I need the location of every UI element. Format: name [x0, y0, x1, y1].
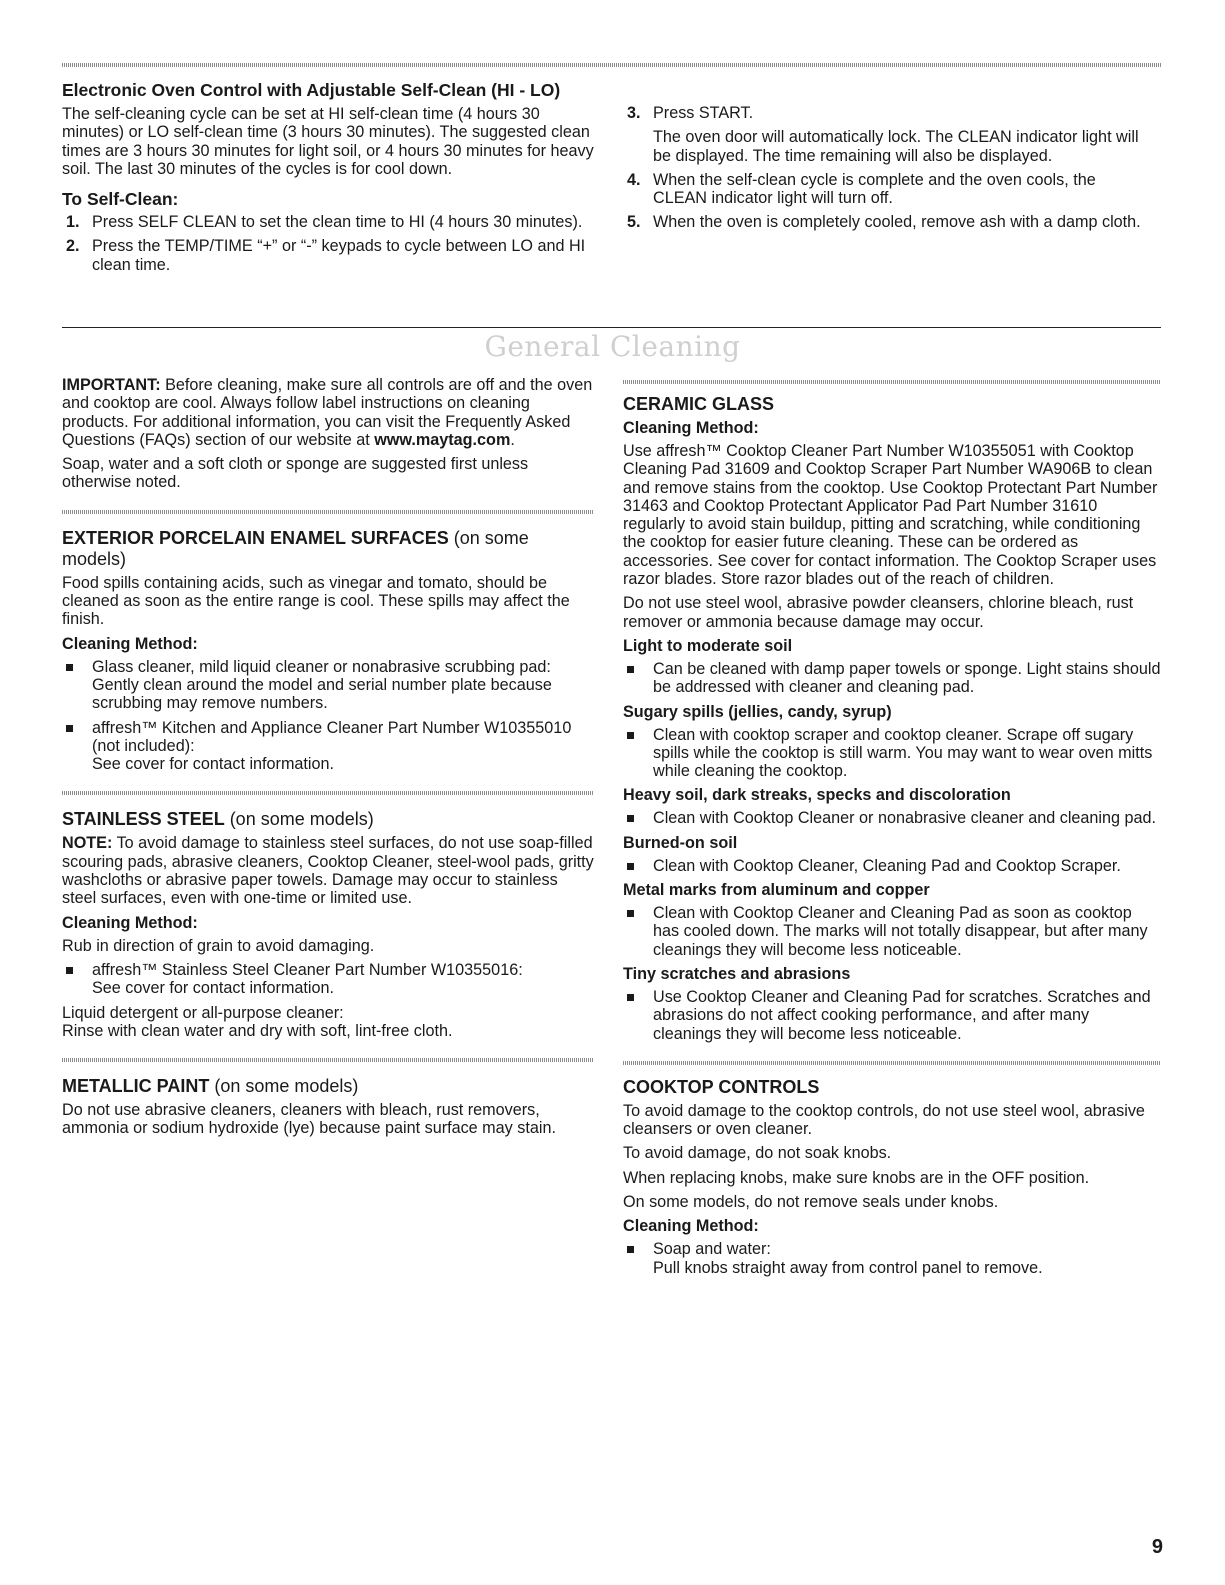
- step-text: When the self-clean cycle is complete and the oven cools, the CLEAN indicator light will turn off.: [653, 170, 1096, 208]
- step-text: Press the TEMP/TIME “+” or “-” keypads to cycle between LO and HI clean time.: [92, 237, 586, 274]
- ceramic-text-1: Use affresh™ Cooktop Cleaner Part Number W10355051 with Cooktop Cleaning Pad 31609 and Cooktop Scraper Part Number WA906B to clean and remove stains from the cooktop. Use Cooktop Protectant Part Number 31463 and Cooktop Protectant Applicator Pad Part Number 31610 regularly to avoid stain buildup, pitting and scratching, while conditioning the cooktop for easier future cleaning. These can be ordered as accessories. See cover for contact information. The Cooktop Scraper uses razor blades. Store razor blades out of the reach of children.: [623, 442, 1158, 589]
- exterior-heading-title: EXTERIOR PORCELAIN ENAMEL SURFACES: [62, 527, 449, 548]
- exterior-divider-hatch: [62, 510, 594, 514]
- ceramic-method-label: Cleaning Method:: [623, 419, 759, 437]
- stainless-liquid: Liquid detergent or all-purpose cleaner:: [62, 1003, 344, 1022]
- controls-heading: COOKTOP CONTROLS: [623, 1076, 820, 1097]
- controls-text-2: To avoid damage, do not soak knobs.: [623, 1144, 892, 1163]
- exterior-bullet-1: [62, 658, 594, 713]
- stainless-heading-note: (on some models): [224, 809, 374, 830]
- controls-method-label: Cleaning Method:: [623, 1217, 759, 1236]
- ceramic-heading: CERAMIC GLASS: [623, 394, 775, 414]
- controls-bullet-1: [623, 1240, 1161, 1277]
- important-label: IMPORTANT:: [62, 376, 161, 394]
- exterior-heading: [62, 528, 594, 570]
- note-text: To avoid damage to stainless steel surfaces, do not use soap-filled scouring pads, abrasive cleaners, Cooktop Cleaner, steel-wool pads, gritty washcloths or abrasive paper towels. Damage may occur to stainless steel surfaces, even with one-time or limited use.: [62, 834, 594, 908]
- step-2: [62, 237, 602, 274]
- step-3: [623, 104, 1153, 165]
- to-self-clean-subheading: To Self-Clean:: [62, 189, 179, 210]
- page-number: 9: [1151, 1536, 1163, 1558]
- website-period: .: [510, 430, 515, 449]
- step-detail: The oven door will automatically lock. The CLEAN indicator light will be displayed. The time remaining will also be displayed.: [653, 128, 1139, 165]
- metallic-heading-title: METALLIC PAINT: [62, 1076, 210, 1097]
- step-number: 3.: [627, 104, 641, 122]
- general-left-column: [62, 376, 594, 1144]
- soap-note: Soap, water and a soft cloth or sponge are suggested first unless otherwise noted.: [62, 455, 529, 492]
- bullet-detail: See cover for contact information.: [92, 979, 335, 998]
- light-soil-label: Light to moderate soil: [623, 636, 793, 655]
- bullet-detail: See cover for contact information.: [92, 755, 335, 774]
- general-cleaning-title: General Cleaning: [484, 330, 741, 363]
- controls-divider-hatch: [623, 1061, 1161, 1065]
- step-5: [623, 213, 1153, 231]
- exterior-method-label: Cleaning Method:: [62, 634, 198, 653]
- self-clean-heading: Electronic Oven Control with Adjustable Self-Clean (HI - LO): [62, 80, 561, 100]
- step-number: 5.: [627, 213, 641, 232]
- controls-text-4: On some models, do not remove seals under knobs.: [623, 1193, 999, 1212]
- heavy-soil-label: Heavy soil, dark streaks, specks and discoloration: [623, 786, 1011, 805]
- top-divider-hatch: [62, 63, 1161, 67]
- burned-soil-label: Burned-on soil: [623, 833, 738, 852]
- heavy-soil-bullet: Clean with Cooktop Cleaner or nonabrasive cleaner and cleaning pad.: [623, 809, 1161, 827]
- self-clean-intro: The self-cleaning cycle can be set at HI self-clean time (4 hours 30 minutes) or LO self-clean time (3 hours 30 minutes). The suggested clean times are 3 hours 30 minutes for light soil, or 4 hours 30 minutes for heavy soil. The last 30 minutes of the cycles is for cool down.: [62, 105, 594, 178]
- stainless-method-label: Cleaning Method:: [62, 913, 198, 932]
- step-4: [623, 171, 1153, 208]
- step-number: 2.: [66, 237, 80, 256]
- metallic-divider-hatch: [62, 1058, 594, 1062]
- bullet-text: Glass cleaner, mild liquid cleaner or nonabrasive scrubbing pad:: [92, 657, 551, 676]
- important-text: Before cleaning, make sure all controls are off and the oven and cooktop are cool. Always follow label instructions on cleaning products. For additional information, you can visit the Frequently Asked Questions (FAQs) section of our website at: [62, 376, 593, 449]
- exterior-bullet-2: [62, 719, 594, 774]
- metallic-heading: [62, 1076, 594, 1097]
- light-soil-bullet: Can be cleaned with damp paper towels or sponge. Light stains should be addressed with cleaner and cleaning pad.: [623, 660, 1161, 697]
- ceramic-divider-hatch: [623, 380, 1161, 384]
- step-text: Press START.: [653, 104, 754, 122]
- bullet-text: affresh™ Stainless Steel Cleaner Part Number W10355016:: [92, 960, 523, 979]
- metal-marks-label: Metal marks from aluminum and copper: [623, 881, 930, 900]
- exterior-heading-note: (on some models): [62, 527, 529, 569]
- important-note: [62, 376, 594, 449]
- sugary-spills-bullet: Clean with cooktop scraper and cooktop cleaner. Scrape off sugary spills while the cooktop is still warm. You may want to wear oven mitts while cleaning the cooktop.: [623, 726, 1161, 781]
- controls-text-3: When replacing knobs, make sure knobs are in the OFF position.: [623, 1168, 1090, 1187]
- bullet-detail: Pull knobs straight away from control panel to remove.: [653, 1258, 1043, 1277]
- tiny-scratches-label: Tiny scratches and abrasions: [623, 964, 851, 983]
- bullet-detail: Gently clean around the model and serial number plate because scrubbing may remove numbers.: [92, 675, 552, 713]
- ceramic-text-2: Do not use steel wool, abrasive powder cleansers, chlorine bleach, rust remover or ammonia because damage may occur.: [623, 594, 1134, 631]
- stainless-note: [62, 834, 594, 907]
- general-right-column: [623, 376, 1161, 1283]
- note-label: NOTE:: [62, 834, 113, 853]
- step-1: [62, 213, 602, 231]
- website-link[interactable]: www.maytag.com: [374, 430, 511, 449]
- step-number: 1.: [66, 213, 80, 232]
- section-rule: [62, 327, 1161, 328]
- self-clean-right-column: [623, 104, 1153, 238]
- metallic-text: Do not use abrasive cleaners, cleaners with bleach, rust removers, ammonia or sodium hydroxide (lye) because paint surface may stain.: [62, 1101, 556, 1138]
- bullet-text: Soap and water:: [653, 1240, 771, 1259]
- stainless-heading: [62, 809, 594, 830]
- step-number: 4.: [627, 170, 641, 189]
- metal-marks-bullet: Clean with Cooktop Cleaner and Cleaning Pad as soon as cooktop has cooled down. The marks will not totally disappear, but after many cleanings they will become less noticeable.: [623, 904, 1161, 959]
- sugary-spills-label: Sugary spills (jellies, candy, syrup): [623, 702, 892, 721]
- step-text: Press SELF CLEAN to set the clean time to HI (4 hours 30 minutes).: [92, 213, 583, 232]
- step-text: When the oven is completely cooled, remove ash with a damp cloth.: [653, 213, 1141, 232]
- self-clean-left-column: [62, 80, 602, 280]
- bullet-text: affresh™ Kitchen and Appliance Cleaner Part Number W10355010 (not included):: [92, 718, 572, 755]
- metallic-heading-note: (on some models): [209, 1076, 359, 1097]
- tiny-scratches-bullet: Use Cooktop Cleaner and Cleaning Pad for scratches. Scratches and abrasions do not affect cooking performance, and after many cleanings they will become less noticeable.: [623, 988, 1161, 1043]
- stainless-bullet-1: [62, 961, 594, 998]
- exterior-text: Food spills containing acids, such as vinegar and tomato, should be cleaned as soon as the entire range is cool. These spills may affect the finish.: [62, 573, 570, 629]
- stainless-heading-title: STAINLESS STEEL: [62, 809, 225, 830]
- stainless-divider-hatch: [62, 791, 594, 795]
- stainless-rub: Rub in direction of grain to avoid damaging.: [62, 936, 375, 955]
- controls-text-1: To avoid damage to the cooktop controls, do not use steel wool, abrasive cleansers or oven cleaner.: [623, 1101, 1145, 1139]
- burned-soil-bullet: Clean with Cooktop Cleaner, Cleaning Pad and Cooktop Scraper.: [623, 857, 1161, 875]
- stainless-rinse: Rinse with clean water and dry with soft, lint-free cloth.: [62, 1021, 453, 1040]
